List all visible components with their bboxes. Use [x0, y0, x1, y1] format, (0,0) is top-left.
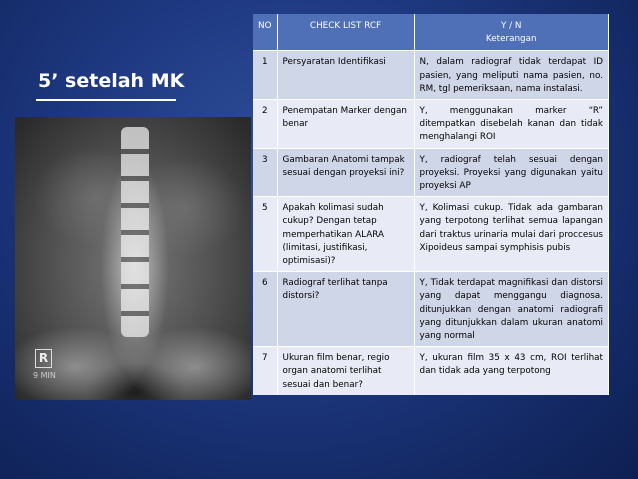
xray-spine [121, 127, 149, 337]
table-row [253, 51, 609, 100]
table-row [253, 100, 609, 149]
slide-title: 5’ setelah MK [38, 70, 185, 92]
row-number: 5 [253, 197, 277, 272]
row-checklist-item: Radiograf terlihat tanpa distorsi? [277, 272, 414, 347]
row-note: Y, ukuran film 35 x 43 cm, ROI terlihat dan tidak ada yang terpotong [414, 347, 609, 395]
xray-marker: R [35, 349, 52, 368]
header-checklist: CHECK LIST RCF [277, 14, 414, 51]
row-number: 6 [253, 272, 277, 347]
row-number: 1 [253, 51, 277, 100]
row-note: Y, radiograf telah sesuai dengan proyeksi. Proyeksi yang digunakan yaitu proyeksi AP [414, 148, 609, 197]
row-checklist-item: Apakah kolimasi sudah cukup? Dengan tetap memperhatikan ALARA (limitasi, justifikasi, optimisasi)? [277, 197, 414, 272]
row-note: Y, Tidak terdapat magnifikasi dan distorsi yang dapat menggangu diagnosa. ditunjukkan dengan anatomi radiografi yang ditunjukkan dalam ukuran anatomi yang normal [414, 272, 609, 347]
abdominal-xray-image [15, 117, 251, 400]
row-number: 7 [253, 347, 277, 395]
row-checklist-item: Ukuran film benar, regio organ anatomi terlihat sesuai dan benar? [277, 347, 414, 395]
row-number: 3 [253, 148, 277, 197]
table-row [253, 272, 609, 347]
row-note: Y, Kolimasi cukup. Tidak ada gambaran yang terpotong terlihat semua lapangan dari traktus urinaria mulai dari proccesus Xipoideus sampai symphisis pubis [414, 197, 609, 272]
row-number: 2 [253, 100, 277, 149]
header-yn-label: Y / N [500, 21, 522, 31]
table-row [253, 197, 609, 272]
table-row [253, 148, 609, 197]
row-checklist-item: Gambaran Anatomi tampak sesuai dengan proyeksi ini? [277, 148, 414, 197]
table-row [253, 347, 609, 395]
row-checklist-item: Penempatan Marker dengan benar [277, 100, 414, 149]
row-note: N, dalam radiograf tidak terdapat ID pasien, yang meliputi nama pasien, no. RM, tgl pemeriksaan, nama instalasi. [414, 51, 609, 100]
header-no: NO [253, 14, 277, 51]
xray-marker-time: 9 MIN [33, 371, 56, 380]
checklist-table [253, 14, 609, 395]
row-checklist-item: Persyaratan Identifikasi [277, 51, 414, 100]
table-header-row [253, 14, 609, 51]
row-note: Y, menggunakan marker “R” ditempatkan disebelah kanan dan tidak menghalangi ROI [414, 100, 609, 149]
header-keterangan-label: Keterangan [485, 34, 537, 45]
header-yn [414, 14, 609, 51]
title-underline [36, 99, 176, 101]
